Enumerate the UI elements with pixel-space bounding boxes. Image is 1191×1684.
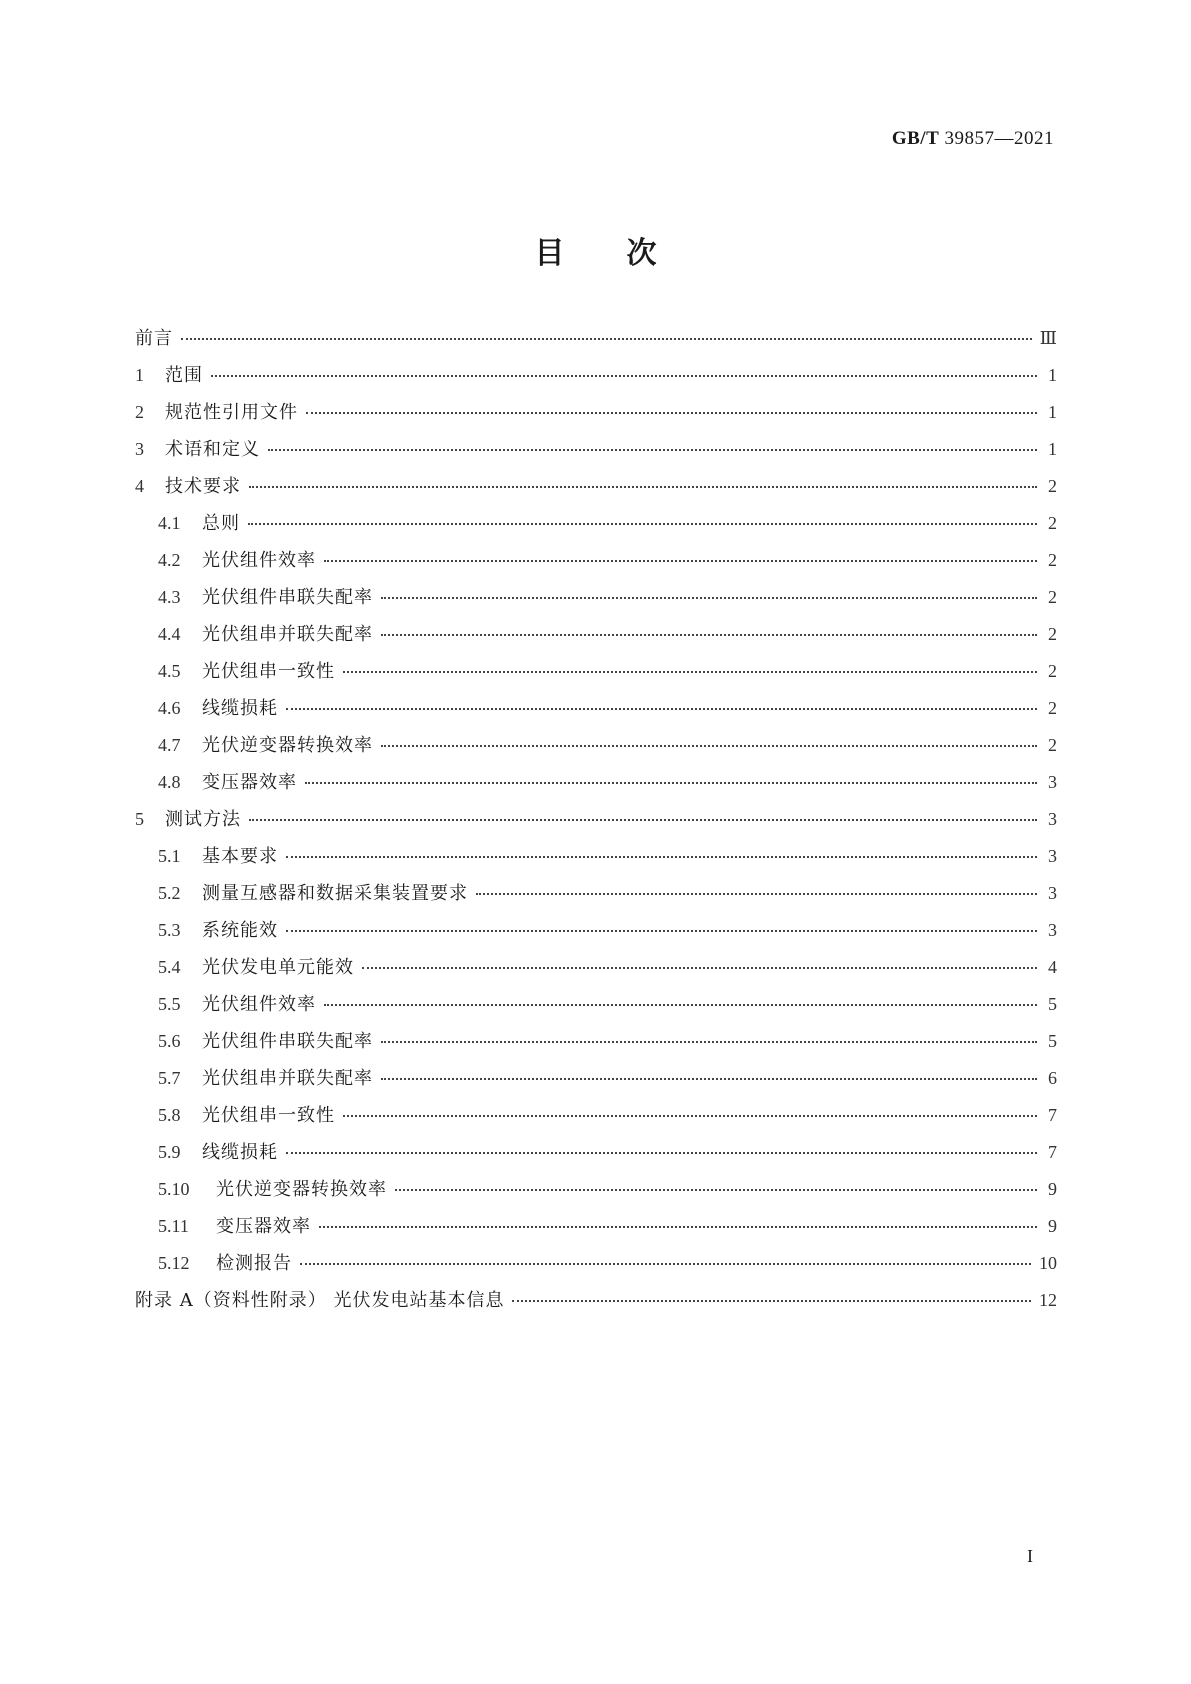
- toc-dot-leader: [249, 819, 1037, 821]
- toc-entry[interactable]: [135, 1101, 1057, 1138]
- toc-entry-number: 5.5: [158, 994, 181, 1014]
- toc-entry-title: 光伏组串一致性: [202, 1105, 335, 1126]
- toc-dot-leader: [306, 412, 1037, 414]
- toc-entry-number: 5.1: [158, 846, 181, 866]
- toc-entry[interactable]: [135, 1138, 1057, 1175]
- toc-entry-number: 5.7: [158, 1068, 181, 1088]
- toc-entry-number: 5: [135, 809, 144, 829]
- toc-entry-page: 1: [1048, 365, 1057, 385]
- toc-dot-leader: [395, 1189, 1037, 1191]
- toc-entry-title: 附录 A（资料性附录） 光伏发电站基本信息: [135, 1290, 505, 1311]
- toc-entry-page: 7: [1048, 1105, 1057, 1125]
- toc-entry-title: 光伏发电单元能效: [202, 957, 354, 978]
- toc-entry-page: 3: [1048, 809, 1057, 829]
- toc-entry[interactable]: [135, 657, 1057, 694]
- toc-dot-leader: [324, 560, 1037, 562]
- toc-dot-leader: [324, 1004, 1037, 1006]
- toc-dot-leader: [300, 1263, 1031, 1265]
- toc-entry[interactable]: [135, 472, 1057, 509]
- toc-entry-page: 10: [1039, 1253, 1057, 1273]
- toc-entry-title: 范围: [165, 365, 203, 386]
- toc-entry[interactable]: [135, 768, 1057, 805]
- toc-entry[interactable]: [135, 842, 1057, 879]
- toc-entry-number: 5.11: [158, 1216, 189, 1236]
- toc-entry[interactable]: [135, 1064, 1057, 1101]
- toc-entry-title: 光伏逆变器转换效率: [202, 735, 373, 756]
- toc-entry[interactable]: [135, 1027, 1057, 1064]
- toc-dot-leader: [305, 782, 1037, 784]
- toc-dot-leader: [476, 893, 1037, 895]
- toc-entry[interactable]: [135, 694, 1057, 731]
- toc-dot-leader: [286, 856, 1037, 858]
- toc-dot-leader: [181, 338, 1032, 340]
- toc-entry-title: 前言: [135, 328, 173, 349]
- toc-entry[interactable]: [135, 916, 1057, 953]
- toc-entry[interactable]: [135, 1212, 1057, 1249]
- toc-entry[interactable]: [135, 324, 1057, 361]
- toc-entry-title: 检测报告: [216, 1253, 292, 1274]
- toc-dot-leader: [381, 1041, 1037, 1043]
- toc-entry-title: 术语和定义: [165, 439, 260, 460]
- toc-entry[interactable]: [135, 1286, 1057, 1323]
- toc-entry-number: 4.4: [158, 624, 181, 644]
- toc-entry-page: 1: [1048, 439, 1057, 459]
- toc-entry[interactable]: [135, 583, 1057, 620]
- toc-entry[interactable]: [135, 953, 1057, 990]
- toc-entry-title: 变压器效率: [216, 1216, 311, 1237]
- toc-entry-page: 7: [1048, 1142, 1057, 1162]
- toc-entry-page: Ⅲ: [1039, 328, 1057, 348]
- toc-entry-page: 2: [1048, 661, 1057, 681]
- toc-entry-title: 系统能效: [202, 920, 278, 941]
- toc-entry-number: 4.8: [158, 772, 181, 792]
- toc-entry-number: 5.9: [158, 1142, 181, 1162]
- toc-dot-leader: [249, 486, 1037, 488]
- toc-entry-page: 9: [1048, 1179, 1057, 1199]
- toc-entry-page: 2: [1048, 476, 1057, 496]
- toc-entry-number: 5.3: [158, 920, 181, 940]
- toc-entry-number: 4.6: [158, 698, 181, 718]
- toc-entry[interactable]: [135, 879, 1057, 916]
- toc-dot-leader: [381, 1078, 1037, 1080]
- standard-number: [892, 128, 1054, 150]
- toc-entry-number: 3: [135, 439, 144, 459]
- toc-entry-number: 4.2: [158, 550, 181, 570]
- toc-entry-number: 5.10: [158, 1179, 190, 1199]
- toc-entry-page: 6: [1048, 1068, 1057, 1088]
- toc-entry-page: 2: [1048, 624, 1057, 644]
- toc-entry-number: 4: [135, 476, 144, 496]
- toc-dot-leader: [286, 708, 1037, 710]
- toc-entry-title: 规范性引用文件: [165, 402, 298, 423]
- page-number: I: [1027, 1546, 1033, 1566]
- toc-entry-number: 5.12: [158, 1253, 190, 1273]
- toc-entry-page: 3: [1048, 920, 1057, 940]
- toc-entry[interactable]: [135, 990, 1057, 1027]
- toc-entry[interactable]: [135, 731, 1057, 768]
- toc-entry-page: 9: [1048, 1216, 1057, 1236]
- toc-entry-number: 5.2: [158, 883, 181, 903]
- toc-entry-number: 4.7: [158, 735, 181, 755]
- toc-entry-page: 2: [1048, 550, 1057, 570]
- toc-entry-title: 光伏组件效率: [202, 550, 316, 571]
- toc-entry-title: 光伏组件串联失配率: [202, 587, 373, 608]
- toc-entry-page: 3: [1048, 772, 1057, 792]
- toc-entry-title: 总则: [202, 513, 240, 534]
- table-of-contents: [135, 324, 1057, 1323]
- toc-entry-number: 4.1: [158, 513, 181, 533]
- toc-entry-title: 线缆损耗: [202, 1142, 278, 1163]
- toc-dot-leader: [268, 449, 1037, 451]
- toc-entry[interactable]: [135, 435, 1057, 472]
- toc-entry-title: 线缆损耗: [202, 698, 278, 719]
- toc-entry-page: 2: [1048, 735, 1057, 755]
- toc-entry-page: 1: [1048, 402, 1057, 422]
- toc-entry-page: 3: [1048, 846, 1057, 866]
- toc-entry[interactable]: [135, 398, 1057, 435]
- standard-prefix: GB/T: [891, 128, 940, 149]
- toc-dot-leader: [362, 967, 1037, 969]
- toc-dot-leader: [286, 1152, 1037, 1154]
- toc-entry-number: 1: [135, 365, 144, 385]
- toc-dot-leader: [343, 1115, 1037, 1117]
- toc-entry-page: 12: [1039, 1290, 1057, 1310]
- toc-entry[interactable]: [135, 1249, 1057, 1286]
- toc-entry[interactable]: [135, 361, 1057, 398]
- toc-entry-title: 测量互感器和数据采集装置要求: [202, 883, 468, 904]
- toc-entry-page: 2: [1048, 698, 1057, 718]
- toc-dot-leader: [381, 634, 1037, 636]
- toc-dot-leader: [381, 597, 1037, 599]
- toc-entry[interactable]: [135, 805, 1057, 842]
- toc-entry-page: 5: [1048, 1031, 1057, 1051]
- toc-entry[interactable]: [135, 509, 1057, 546]
- toc-entry-title: 光伏组串并联失配率: [202, 1068, 373, 1089]
- toc-dot-leader: [211, 375, 1037, 377]
- toc-entry-title: 光伏逆变器转换效率: [216, 1179, 387, 1200]
- toc-entry-page: 4: [1048, 957, 1057, 977]
- toc-dot-leader: [286, 930, 1037, 932]
- toc-entry-title: 光伏组串一致性: [202, 661, 335, 682]
- toc-entry-page: 5: [1048, 994, 1057, 1014]
- toc-entry[interactable]: [135, 546, 1057, 583]
- toc-entry-title: 光伏组件效率: [202, 994, 316, 1015]
- toc-dot-leader: [319, 1226, 1037, 1228]
- toc-entry[interactable]: [135, 1175, 1057, 1212]
- toc-entry-page: 2: [1048, 587, 1057, 607]
- toc-entry-number: 5.4: [158, 957, 181, 977]
- toc-entry-title: 基本要求: [202, 846, 278, 867]
- toc-entry-number: 4.5: [158, 661, 181, 681]
- toc-entry-page: 3: [1048, 883, 1057, 903]
- toc-entry[interactable]: [135, 620, 1057, 657]
- toc-entry-title: 光伏组串并联失配率: [202, 624, 373, 645]
- toc-entry-page: 2: [1048, 513, 1057, 533]
- toc-entry-title: 变压器效率: [202, 772, 297, 793]
- page-title: 目次: [534, 236, 719, 271]
- toc-entry-title: 光伏组件串联失配率: [202, 1031, 373, 1052]
- toc-entry-number: 4.3: [158, 587, 181, 607]
- toc-entry-title: 技术要求: [165, 476, 241, 497]
- toc-entry-number: 2: [135, 402, 144, 422]
- toc-entry-number: 5.8: [158, 1105, 181, 1125]
- toc-dot-leader: [343, 671, 1037, 673]
- standard-code: 39857—2021: [944, 128, 1054, 149]
- toc-entry-number: 5.6: [158, 1031, 181, 1051]
- toc-entry-title: 测试方法: [165, 809, 241, 830]
- toc-dot-leader: [248, 523, 1037, 525]
- toc-dot-leader: [381, 745, 1037, 747]
- toc-dot-leader: [512, 1300, 1031, 1302]
